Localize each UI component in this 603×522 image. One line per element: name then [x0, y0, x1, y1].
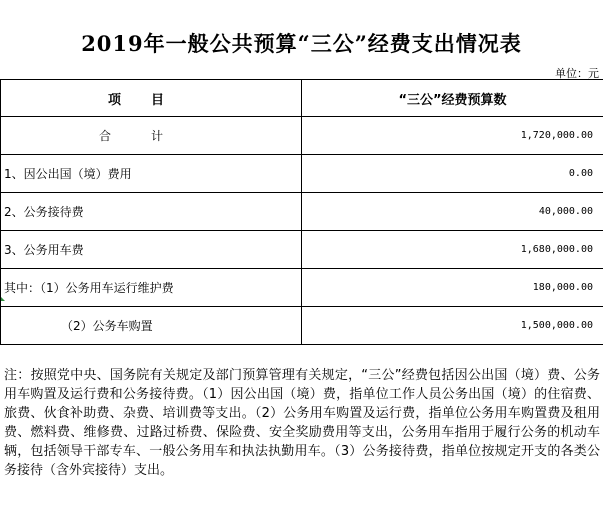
unit-label: 单位：元: [555, 67, 599, 80]
row-label: 1、因公出国（境）费用: [1, 155, 302, 193]
table-header-row: [1, 80, 603, 117]
page-title: 2019年一般公共预算“三公”经费支出情况表: [81, 31, 522, 56]
row-amount: 0.00: [302, 155, 603, 193]
row-amount: 1,720,000.00: [302, 117, 603, 155]
table-row: [1, 231, 603, 269]
row-amount: 1,680,000.00: [302, 231, 603, 269]
table-row: [1, 155, 603, 193]
row-label: （2）公务车购置: [1, 307, 302, 345]
row-label: 3、公务用车费: [1, 231, 302, 269]
table-row: [1, 307, 603, 345]
cell-comment-marker: [1, 297, 5, 301]
table-row-total: [1, 117, 603, 155]
footnote: 注：按照党中央、国务院有关规定及部门预算管理有关规定，“三公”经费包括因公出国（境）费、公务用车购置及运行费和公务接待费。（1）因公出国（境）费，指单位工作人员公务出国（境）的住宿费、旅费、伙食补助费、杂费、培训费等支出。（2）公务用车购置及运行费，指单位公务用车购置费及租用费、燃料费、维修费、过路过桥费、保险费、安全奖励费用等支出，公务用车指用于履行公务的机动车辆，包括领导干部专车、一般公务用车和执法执勤用车。（3）公务接待费，指单位按规定开支的各类公务接待（含外宾接待）支出。: [4, 368, 600, 478]
row-label: 2、公务接待费: [1, 193, 302, 231]
table-row: [1, 269, 603, 307]
row-label: 合计: [1, 117, 302, 155]
row-label: 其中：（1）公务用车运行维护费: [1, 269, 302, 307]
table-row: [1, 193, 603, 231]
row-amount: 180,000.00: [302, 269, 603, 307]
header-item: 项目: [1, 80, 302, 117]
row-amount: 1,500,000.00: [302, 307, 603, 345]
row-amount: 40,000.00: [302, 193, 603, 231]
expense-table: [0, 79, 603, 345]
header-amount: “三公”经费预算数: [302, 80, 603, 117]
